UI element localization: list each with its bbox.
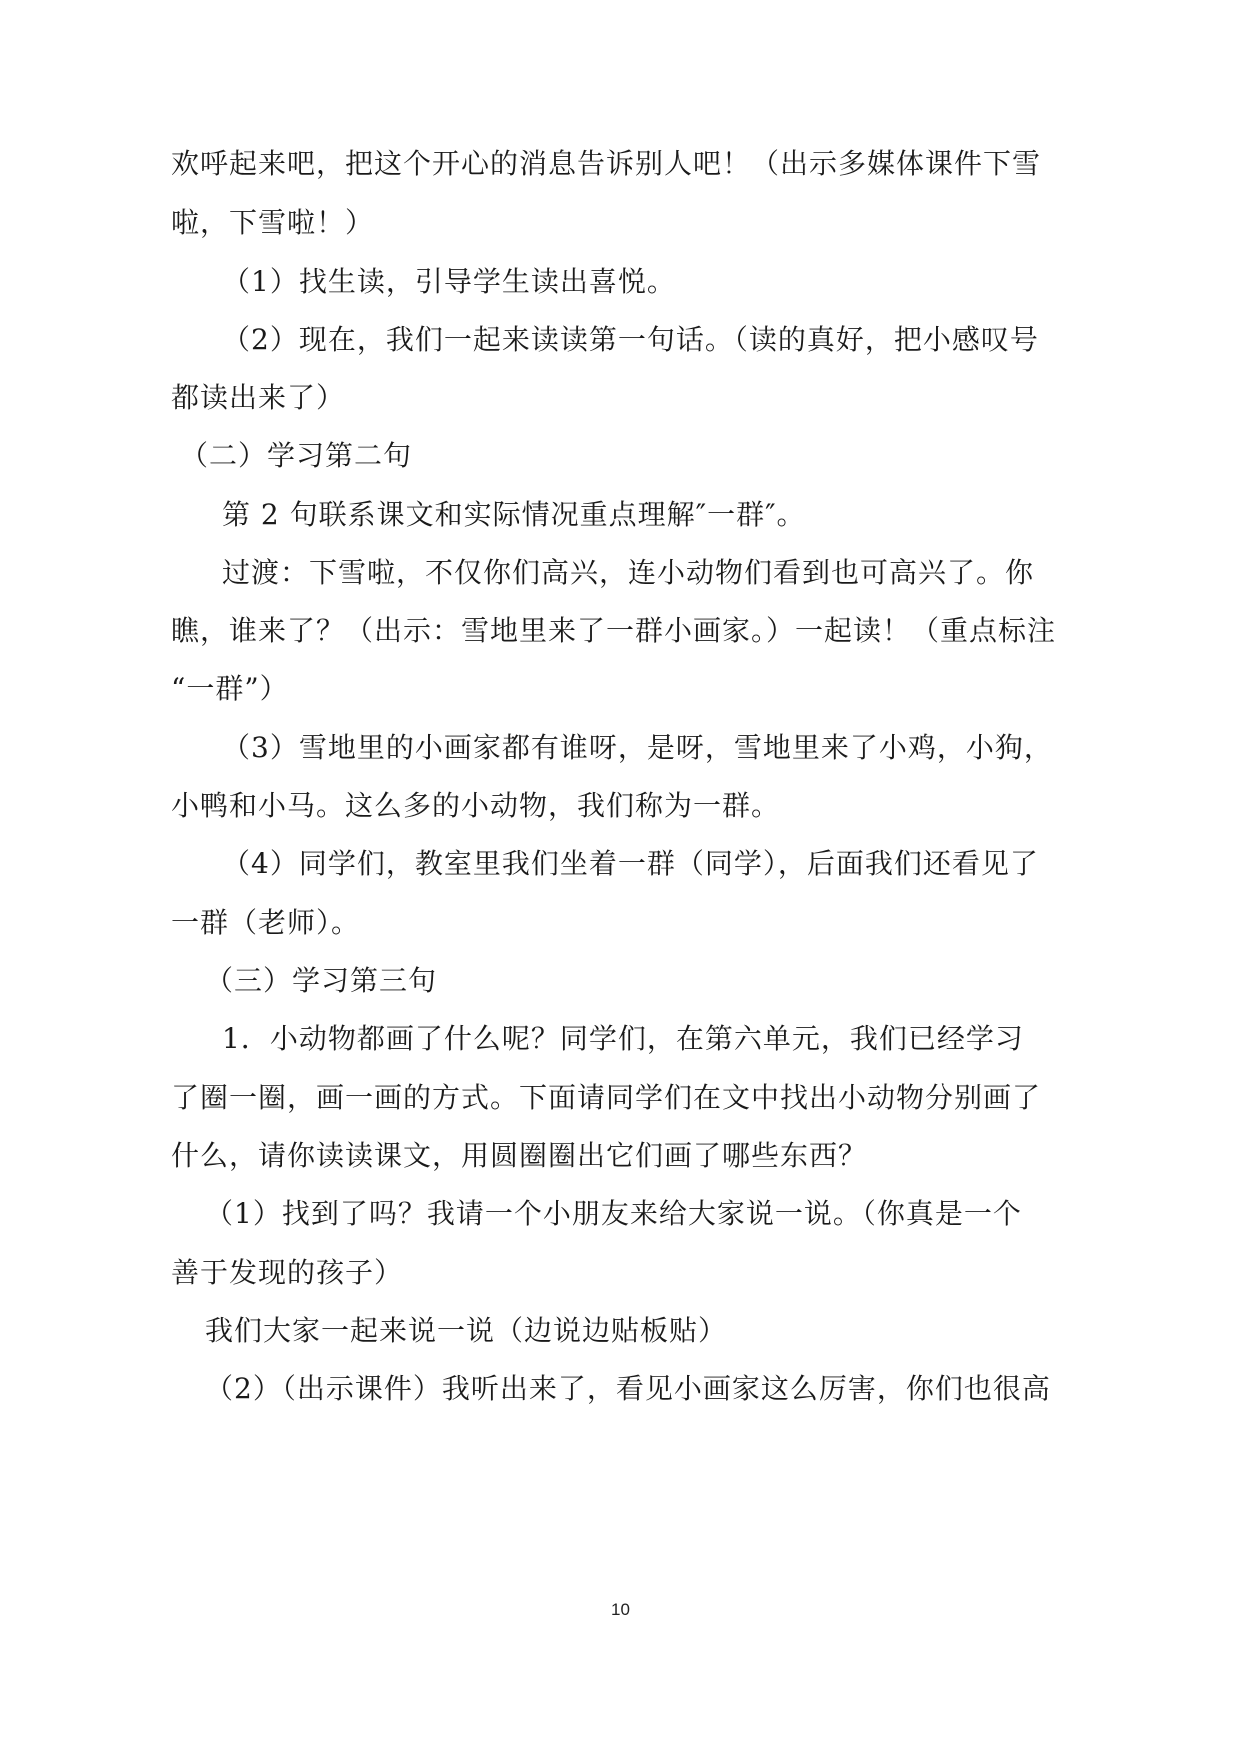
- page-number: 10: [611, 1600, 630, 1619]
- text-line-5: 都读出来了）: [171, 381, 346, 414]
- text-line-4: （2）现在，我们一起来读读第一句话。（读的真好，把小感叹号: [222, 323, 1039, 356]
- text-line-2: 啦，下雪啦！）: [171, 206, 375, 239]
- text-line-18: 什么，请你读读课文，用圆圈圈出它们画了哪些东西？: [171, 1139, 868, 1172]
- section-heading-3: （三）学习第三句: [205, 964, 438, 997]
- text-line-10: “一群”）: [171, 672, 289, 705]
- text-line-8: 过渡：下雪啦，不仅你们高兴，连小动物们看到也可高兴了。你: [222, 556, 1035, 589]
- text-line-12: 小鸭和小马。这么多的小动物，我们称为一群。: [171, 789, 781, 822]
- text-line-20: 善于发现的孩子）: [171, 1256, 404, 1289]
- text-line-22: （2）（出示课件）我听出来了，看见小画家这么厉害，你们也很高: [205, 1372, 1051, 1405]
- text-line-3: （1）找生读，引导学生读出喜悦。: [222, 265, 676, 298]
- text-line-21: 我们大家一起来说一说（边说边贴板贴）: [205, 1314, 728, 1347]
- text-line-19: （1）找到了吗？我请一个小朋友来给大家说一说。（你真是一个: [205, 1197, 1022, 1230]
- text-line-13: （4）同学们，教室里我们坐着一群（同学），后面我们还看见了: [222, 847, 1039, 880]
- text-line-14: 一群（老师）。: [171, 906, 361, 939]
- text-line-7: 第 2 句联系课文和实际情况重点理解″一群″。: [222, 498, 806, 531]
- text-line-1: 欢呼起来吧，把这个开心的消息告诉别人吧！（出示多媒体课件下雪: [171, 147, 1042, 180]
- text-line-17: 了圈一圈，画一画的方式。下面请同学们在文中找出小动物分别画了: [171, 1081, 1042, 1114]
- text-line-16: 1．小动物都画了什么呢？同学们，在第六单元，我们已经学习: [222, 1022, 1024, 1055]
- text-line-9: 瞧，谁来了？（出示：雪地里来了一群小画家。）一起读！（重点标注: [171, 614, 1057, 647]
- text-line-11: （3）雪地里的小画家都有谁呀，是呀，雪地里来了小鸡，小狗，: [222, 731, 1053, 764]
- section-heading-2: （二）学习第二句: [180, 439, 413, 472]
